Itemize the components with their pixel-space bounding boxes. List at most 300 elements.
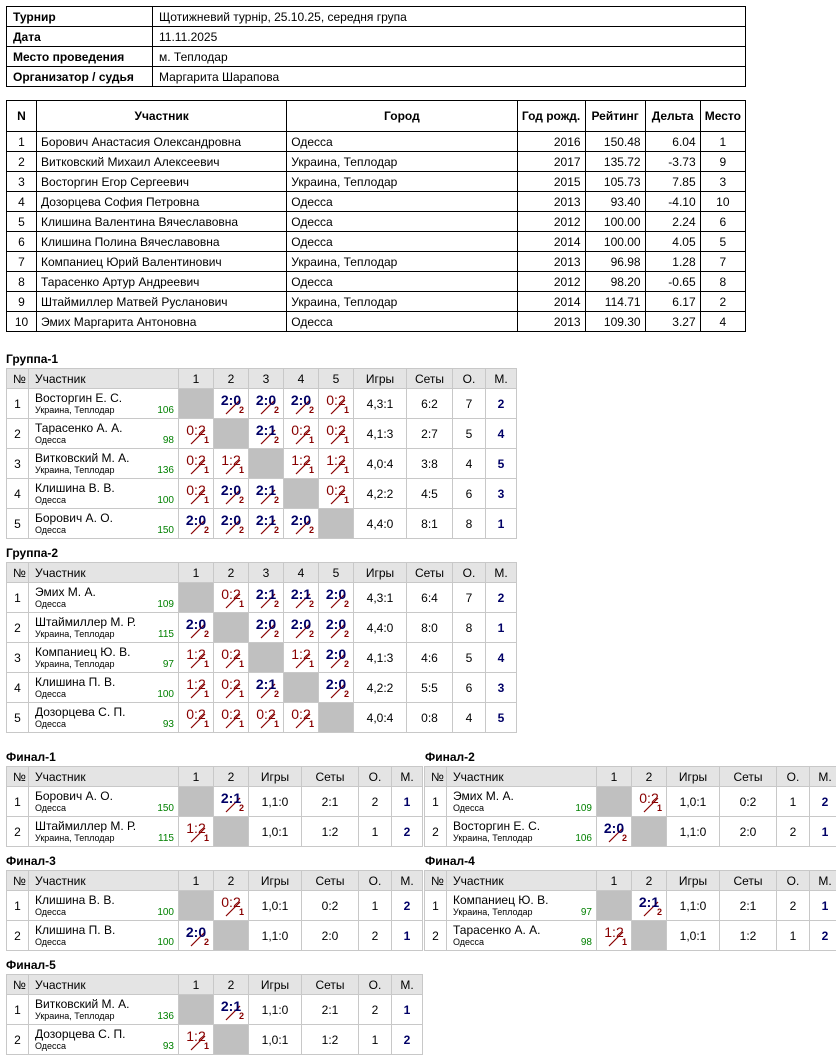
player-rating: 100	[157, 689, 174, 700]
points-cell: 5	[453, 643, 486, 673]
score-value: 2:1	[255, 512, 277, 528]
player-rating: 100	[157, 495, 174, 506]
score-value: 0:2	[221, 586, 241, 602]
participant-cell: 1	[7, 132, 37, 152]
col-games-header: Игры	[667, 767, 720, 787]
score-points: 2	[308, 599, 314, 609]
player-name: Восторгин Е. С.	[35, 391, 123, 405]
participant-cell: Одесса	[287, 232, 517, 252]
participant-cell: Витковский Михаил Алексеевич	[37, 152, 287, 172]
info-row	[7, 67, 746, 87]
games-cell: 4,2:2	[354, 673, 407, 703]
match-score	[216, 703, 246, 729]
score-points: 2	[343, 599, 349, 609]
row-number: 2	[7, 817, 29, 847]
match-score-cell	[284, 419, 319, 449]
match-score	[321, 479, 351, 505]
points-cell: 1	[359, 817, 392, 847]
participant-cell: 6	[700, 212, 745, 232]
self-match-cell	[214, 817, 249, 847]
match-score	[321, 613, 351, 639]
score-points: 2	[656, 907, 662, 917]
sets-cell: 2:0	[302, 921, 359, 951]
participant-cell: 2014	[517, 292, 585, 312]
score-points: 1	[343, 465, 349, 475]
player-name: Борович А. О.	[35, 511, 113, 525]
row-number: 1	[7, 583, 29, 613]
participant-cell: 150.48	[585, 132, 645, 152]
score-points: 1	[343, 495, 349, 505]
points-cell: 1	[359, 891, 392, 921]
player-cell	[29, 509, 179, 539]
score-points: 1	[238, 465, 244, 475]
participant-cell: Одесса	[287, 192, 517, 212]
match-score-cell	[319, 479, 354, 509]
participant-cell: 8	[7, 272, 37, 292]
col-points-header: О.	[453, 369, 486, 389]
points-cell: 2	[359, 995, 392, 1025]
match-score-cell	[179, 817, 214, 847]
games-cell: 1,1:0	[249, 921, 302, 951]
participant-row	[7, 172, 746, 192]
match-score	[634, 787, 664, 813]
group-table	[6, 870, 423, 951]
score-points: 1	[308, 435, 314, 445]
match-score-cell	[214, 995, 249, 1025]
participant-cell: Украина, Теплодар	[287, 252, 517, 272]
score-points: 2	[238, 405, 244, 415]
points-cell: 7	[453, 583, 486, 613]
row-number: 1	[425, 787, 447, 817]
score-points: 2	[238, 525, 244, 535]
self-match-cell	[249, 449, 284, 479]
match-score-cell	[249, 509, 284, 539]
participant-cell: Восторгин Егор Сергеевич	[37, 172, 287, 192]
games-cell: 1,1:0	[249, 995, 302, 1025]
score-value: 0:2	[186, 482, 206, 498]
score-points: 1	[203, 833, 209, 843]
match-score	[181, 643, 211, 669]
col-sets-header: Сеты	[302, 975, 359, 995]
match-score-cell	[319, 419, 354, 449]
participant-row	[7, 312, 746, 332]
score-points: 1	[203, 719, 209, 729]
match-score-cell	[284, 449, 319, 479]
participant-cell: Украина, Теплодар	[287, 292, 517, 312]
group-title: Финал-5	[6, 958, 56, 972]
row-number: 2	[425, 817, 447, 847]
sets-cell: 1:2	[302, 1025, 359, 1055]
score-points: 2	[343, 689, 349, 699]
match-score-cell	[249, 389, 284, 419]
place-cell: 5	[486, 449, 517, 479]
match-score-cell	[179, 673, 214, 703]
score-value: 2:0	[185, 924, 207, 940]
col-points-header: О.	[359, 871, 392, 891]
player-rating: 115	[158, 833, 174, 844]
place-cell: 5	[486, 703, 517, 733]
score-value: 2:0	[220, 482, 242, 498]
player-city: Одесса	[35, 689, 67, 699]
player-city: Одесса	[35, 599, 67, 609]
row-number: 2	[7, 613, 29, 643]
match-score	[286, 389, 316, 415]
group-row	[7, 449, 517, 479]
player-city: Одесса	[453, 803, 485, 813]
score-points: 1	[238, 907, 244, 917]
score-value: 2:0	[255, 392, 277, 408]
score-value: 1:2	[186, 646, 206, 662]
score-value: 2:0	[325, 586, 347, 602]
player-city: Украина, Теплодар	[35, 465, 115, 475]
participant-cell: Эмих Маргарита Антоновна	[37, 312, 287, 332]
games-cell: 4,4:0	[354, 509, 407, 539]
sets-cell: 5:5	[407, 673, 453, 703]
col-place-header: М.	[810, 767, 836, 787]
match-score-cell	[319, 673, 354, 703]
participant-cell: 7.85	[645, 172, 700, 192]
group-header-row	[7, 369, 517, 389]
participant-cell: 100.00	[585, 232, 645, 252]
match-score-cell	[214, 449, 249, 479]
participant-cell: 1.28	[645, 252, 700, 272]
participant-row	[7, 232, 746, 252]
match-score-cell	[249, 703, 284, 733]
match-score	[251, 703, 281, 729]
participant-cell: Одесса	[287, 272, 517, 292]
col-opponent-header: 3	[249, 369, 284, 389]
col-place-header: М.	[392, 871, 423, 891]
row-number: 4	[7, 673, 29, 703]
col-points-header: О.	[453, 563, 486, 583]
match-score	[181, 673, 211, 699]
player-cell	[29, 921, 179, 951]
player-city: Украина, Теплодар	[453, 907, 533, 917]
match-score-cell	[284, 613, 319, 643]
place-cell: 1	[392, 921, 423, 951]
sets-cell: 2:1	[302, 787, 359, 817]
match-score-cell	[214, 479, 249, 509]
self-match-cell	[284, 479, 319, 509]
score-points: 2	[273, 405, 279, 415]
group-header-row	[7, 563, 517, 583]
match-score	[599, 921, 629, 947]
group-title: Группа-2	[6, 546, 59, 560]
match-score	[321, 583, 351, 609]
match-score	[216, 449, 246, 475]
match-score-cell	[284, 583, 319, 613]
sets-cell: 6:2	[407, 389, 453, 419]
participant-cell: Одесса	[287, 132, 517, 152]
participants-header-row	[7, 101, 746, 132]
match-score	[216, 891, 246, 917]
games-cell: 4,1:3	[354, 643, 407, 673]
participant-cell: 4	[700, 312, 745, 332]
participant-cell: 6.04	[645, 132, 700, 152]
column-header: Дельта	[645, 101, 700, 132]
match-score-cell	[249, 583, 284, 613]
match-score-cell	[179, 1025, 214, 1055]
player-cell	[447, 817, 597, 847]
col-place-header: М.	[486, 369, 517, 389]
match-score-cell	[319, 643, 354, 673]
player-rating: 150	[157, 525, 174, 536]
match-score	[216, 673, 246, 699]
score-points: 2	[343, 629, 349, 639]
score-value: 2:1	[220, 790, 242, 806]
player-cell	[29, 419, 179, 449]
participant-cell: 105.73	[585, 172, 645, 192]
participant-cell: 2013	[517, 312, 585, 332]
col-sets-header: Сеты	[407, 563, 453, 583]
score-value: 0:2	[326, 392, 346, 408]
games-cell: 1,0:1	[249, 817, 302, 847]
col-opponent-header: 3	[249, 563, 284, 583]
col-num-header: №	[425, 767, 447, 787]
participant-cell: Одесса	[287, 312, 517, 332]
column-header: Участник	[37, 101, 287, 132]
score-value: 1:2	[291, 452, 311, 468]
participant-cell: Борович Анастасия Олександровна	[37, 132, 287, 152]
self-match-cell	[319, 509, 354, 539]
score-value: 2:0	[290, 392, 312, 408]
player-name: Компаниец Ю. В.	[453, 893, 549, 907]
games-cell: 4,3:1	[354, 583, 407, 613]
player-city: Одесса	[35, 495, 67, 505]
player-rating: 106	[157, 405, 174, 416]
col-opponent-header: 5	[319, 563, 354, 583]
group-header-row	[425, 767, 836, 787]
score-points: 2	[238, 1011, 244, 1021]
col-player-header: Участник	[447, 871, 597, 891]
player-cell	[29, 891, 179, 921]
row-number: 1	[7, 891, 29, 921]
player-city: Украина, Теплодар	[35, 1011, 115, 1021]
games-cell: 4,0:4	[354, 449, 407, 479]
match-score	[286, 419, 316, 445]
info-label: Турнир	[7, 7, 153, 27]
col-opponent-header: 2	[214, 871, 249, 891]
player-rating: 106	[575, 833, 592, 844]
self-match-cell	[214, 1025, 249, 1055]
match-score-cell	[214, 891, 249, 921]
self-match-cell	[597, 787, 632, 817]
player-rating: 97	[162, 659, 174, 670]
match-score	[181, 479, 211, 505]
group-row	[7, 613, 517, 643]
player-name: Борович А. О.	[35, 789, 113, 803]
match-score	[251, 479, 281, 505]
player-rating: 100	[157, 907, 174, 918]
score-value: 1:2	[221, 452, 241, 468]
match-score	[181, 419, 211, 445]
points-cell: 2	[777, 817, 810, 847]
participant-cell: 2016	[517, 132, 585, 152]
points-cell: 1	[777, 921, 810, 951]
place-cell: 2	[486, 583, 517, 613]
group-row	[425, 891, 836, 921]
participant-row	[7, 292, 746, 312]
participant-cell: 3	[7, 172, 37, 192]
col-player-header: Участник	[29, 975, 179, 995]
match-score	[286, 643, 316, 669]
self-match-cell	[179, 891, 214, 921]
row-number: 5	[7, 703, 29, 733]
score-points: 1	[238, 599, 244, 609]
score-points: 2	[273, 525, 279, 535]
points-cell: 7	[453, 389, 486, 419]
match-score-cell	[597, 921, 632, 951]
sets-cell: 8:1	[407, 509, 453, 539]
row-number: 2	[425, 921, 447, 951]
score-value: 1:2	[186, 820, 206, 836]
group-table	[6, 368, 517, 539]
points-cell: 2	[359, 787, 392, 817]
match-score-cell	[179, 449, 214, 479]
score-points: 2	[203, 629, 209, 639]
row-number: 5	[7, 509, 29, 539]
col-player-header: Участник	[29, 369, 179, 389]
games-cell: 1,1:0	[667, 891, 720, 921]
match-score-cell	[284, 643, 319, 673]
match-score-cell	[179, 509, 214, 539]
player-rating: 109	[575, 803, 592, 814]
match-score	[251, 419, 281, 445]
col-num-header: №	[7, 767, 29, 787]
match-score-cell	[284, 509, 319, 539]
score-points: 2	[273, 689, 279, 699]
group-row	[7, 509, 517, 539]
score-value: 0:2	[639, 790, 659, 806]
player-name: Штаймиллер М. Р.	[35, 615, 137, 629]
participants-table	[6, 100, 746, 332]
player-rating: 115	[158, 629, 174, 640]
player-city: Украина, Теплодар	[35, 405, 115, 415]
col-games-header: Игры	[249, 871, 302, 891]
col-opponent-header: 1	[597, 767, 632, 787]
place-cell: 2	[392, 1025, 423, 1055]
games-cell: 1,1:0	[249, 787, 302, 817]
score-points: 1	[203, 465, 209, 475]
group-row	[7, 389, 517, 419]
col-sets-header: Сеты	[302, 871, 359, 891]
match-score	[216, 787, 246, 813]
sets-cell: 0:2	[720, 787, 777, 817]
match-score-cell	[284, 703, 319, 733]
group-row	[7, 643, 517, 673]
col-points-header: О.	[359, 767, 392, 787]
player-name: Витковский М. А.	[35, 451, 130, 465]
score-value: 2:0	[220, 512, 242, 528]
participant-cell: 7	[700, 252, 745, 272]
participant-row	[7, 212, 746, 232]
info-label: Дата	[7, 27, 153, 47]
participant-cell: 3	[700, 172, 745, 192]
participant-cell: 114.71	[585, 292, 645, 312]
score-points: 2	[308, 405, 314, 415]
col-opponent-header: 1	[179, 975, 214, 995]
player-cell	[29, 643, 179, 673]
match-score	[321, 673, 351, 699]
col-opponent-header: 4	[284, 369, 319, 389]
player-name: Тарасенко А. А.	[35, 421, 123, 435]
score-value: 0:2	[186, 706, 206, 722]
score-points: 2	[343, 659, 349, 669]
column-header: N	[7, 101, 37, 132]
match-score	[181, 613, 211, 639]
sets-cell: 3:8	[407, 449, 453, 479]
column-header: Год рожд.	[517, 101, 585, 132]
match-score-cell	[214, 509, 249, 539]
score-value: 0:2	[256, 706, 276, 722]
group-title: Финал-4	[425, 854, 475, 868]
games-cell: 1,0:1	[667, 787, 720, 817]
participant-row	[7, 152, 746, 172]
place-cell: 4	[486, 419, 517, 449]
participant-cell: 2012	[517, 212, 585, 232]
score-value: 2:0	[290, 616, 312, 632]
player-cell	[29, 449, 179, 479]
info-value: Щотижневий турнір, 25.10.25, середня група	[153, 7, 746, 27]
player-city: Украина, Теплодар	[453, 833, 533, 843]
sets-cell: 1:2	[720, 921, 777, 951]
player-name: Клишина П. В.	[35, 675, 116, 689]
player-name: Компаниец Ю. В.	[35, 645, 131, 659]
group-title: Финал-3	[6, 854, 56, 868]
group-row	[7, 921, 423, 951]
match-score	[216, 509, 246, 535]
score-points: 1	[238, 719, 244, 729]
col-opponent-header: 5	[319, 369, 354, 389]
match-score-cell	[319, 583, 354, 613]
group-title: Финал-2	[425, 750, 475, 764]
player-city: Одесса	[35, 1041, 67, 1051]
participant-cell: 8	[700, 272, 745, 292]
self-match-cell	[632, 817, 667, 847]
match-score	[321, 449, 351, 475]
match-score	[286, 583, 316, 609]
sets-cell: 6:4	[407, 583, 453, 613]
col-points-header: О.	[359, 975, 392, 995]
match-score-cell	[179, 643, 214, 673]
group-row	[425, 817, 836, 847]
info-value: 11.11.2025	[153, 27, 746, 47]
points-cell: 8	[453, 613, 486, 643]
player-cell	[447, 787, 597, 817]
player-rating: 150	[157, 803, 174, 814]
match-score-cell	[249, 419, 284, 449]
match-score	[286, 509, 316, 535]
score-value: 2:0	[325, 676, 347, 692]
self-match-cell	[284, 673, 319, 703]
score-value: 2:1	[255, 482, 277, 498]
group-table	[6, 766, 423, 847]
score-value: 2:1	[220, 998, 242, 1014]
player-cell	[29, 817, 179, 847]
match-score	[181, 921, 211, 947]
col-player-header: Участник	[29, 563, 179, 583]
col-opponent-header: 2	[214, 767, 249, 787]
match-score-cell	[249, 673, 284, 703]
player-cell	[29, 995, 179, 1025]
group-row	[425, 787, 836, 817]
match-score	[286, 703, 316, 729]
score-value: 0:2	[326, 482, 346, 498]
player-rating: 100	[157, 937, 174, 948]
participant-cell: Клишина Полина Вячеславовна	[37, 232, 287, 252]
col-player-header: Участник	[29, 767, 179, 787]
match-score-cell	[214, 673, 249, 703]
